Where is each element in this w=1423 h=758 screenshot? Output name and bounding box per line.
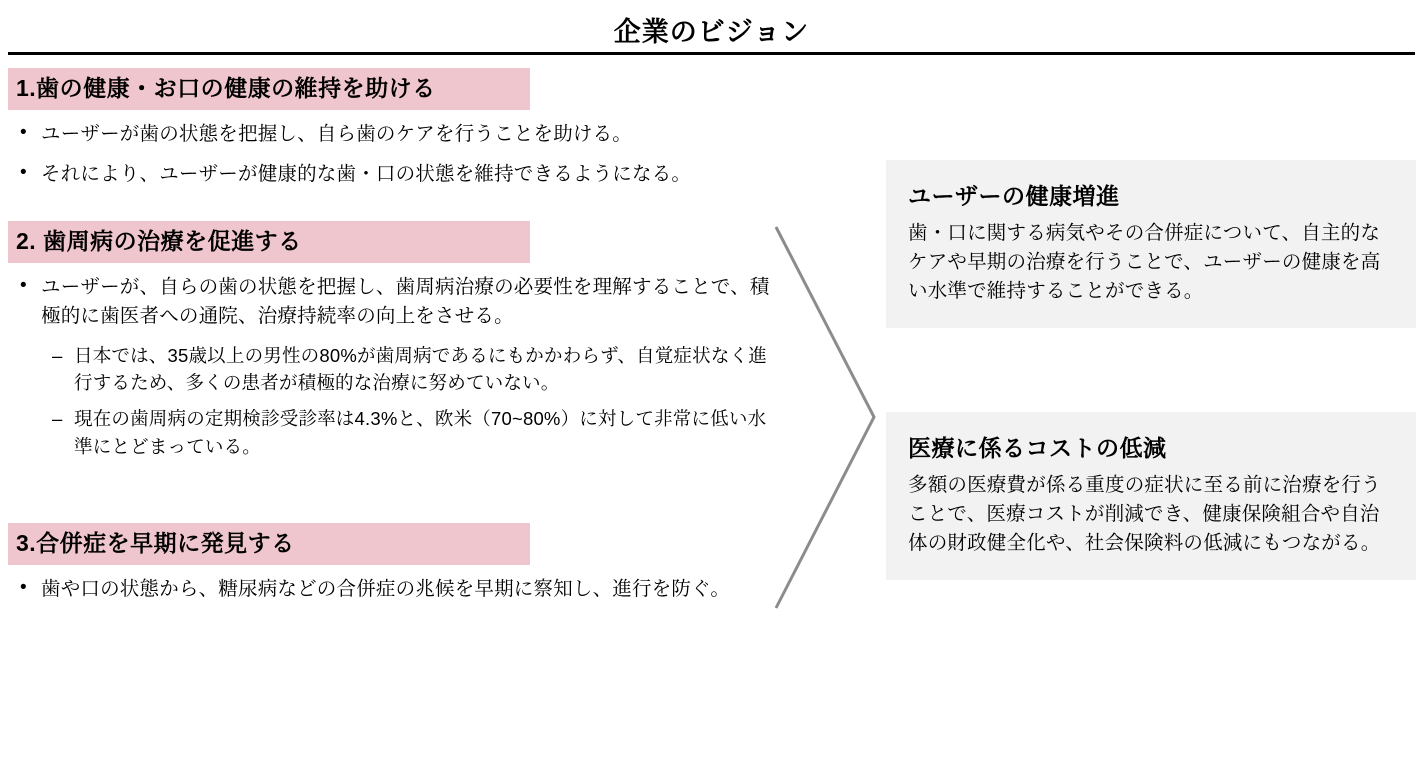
outcome-panel-health — [886, 160, 1416, 328]
title-divider — [8, 52, 1415, 55]
list-item: • ユーザーが歯の状態を把握し、自ら歯のケアを行うことを助ける。 — [8, 120, 778, 149]
outcome-1-title: ユーザーの健康増進 — [908, 183, 1120, 209]
chevron-right-arrow-icon — [770, 225, 880, 610]
section-2-bullets — [8, 273, 778, 461]
list-item: • それにより、ユーザーが健康的な歯・口の状態を維持できるようになる。 — [8, 160, 778, 189]
section-2-heading: 2. 歯周病の治療を促進する — [8, 221, 530, 263]
section-3-heading: 3.合併症を早期に発見する — [8, 523, 530, 565]
sub-list-item: – 日本では、35歳以上の男性の80%が歯周病であるにもかかわらず、自覚症状なく進行するため、多くの患者が積極的な治療に努めていない。 — [8, 342, 778, 398]
page-title: 企業のビジョン — [613, 17, 810, 47]
sub-list-item: – 現在の歯周病の定期検診受診率は4.3%と、欧米（70~80%）に対して非常に低い水準にとどまっている。 — [8, 405, 778, 461]
outcome-panel-cost — [886, 412, 1416, 580]
section-1-heading: 1.歯の健康・お口の健康の維持を助ける — [8, 68, 530, 110]
list-item: • 歯や口の状態から、糖尿病などの合併症の兆候を早期に察知し、進行を防ぐ。 — [8, 575, 778, 604]
outcome-2-body: 多額の医療費が係る重度の症状に至る前に治療を行うことで、医療コストが削減でき、健康保険組合や自治体の財政健全化や、社会保険料の低減にもつながる。 — [908, 474, 1381, 554]
outcome-1-body: 歯・口に関する病気やその合併症について、自主的なケアや早期の治療を行うことで、ユーザーの健康を高い水準で維持することができる。 — [908, 222, 1381, 302]
section-goal-1 — [8, 68, 778, 189]
section-1-bullets — [8, 120, 778, 189]
section-goal-2 — [8, 221, 778, 461]
section-3-bullets — [8, 575, 778, 604]
list-item: • ユーザーが、自らの歯の状態を把握し、歯周病治療の必要性を理解することで、積極的に歯医者への通院、治療持続率の向上をさせる。 — [8, 273, 778, 332]
vision-goals-column — [8, 68, 778, 614]
outcome-2-title: 医療に係るコストの低減 — [908, 435, 1167, 461]
section-goal-3 — [8, 523, 778, 605]
